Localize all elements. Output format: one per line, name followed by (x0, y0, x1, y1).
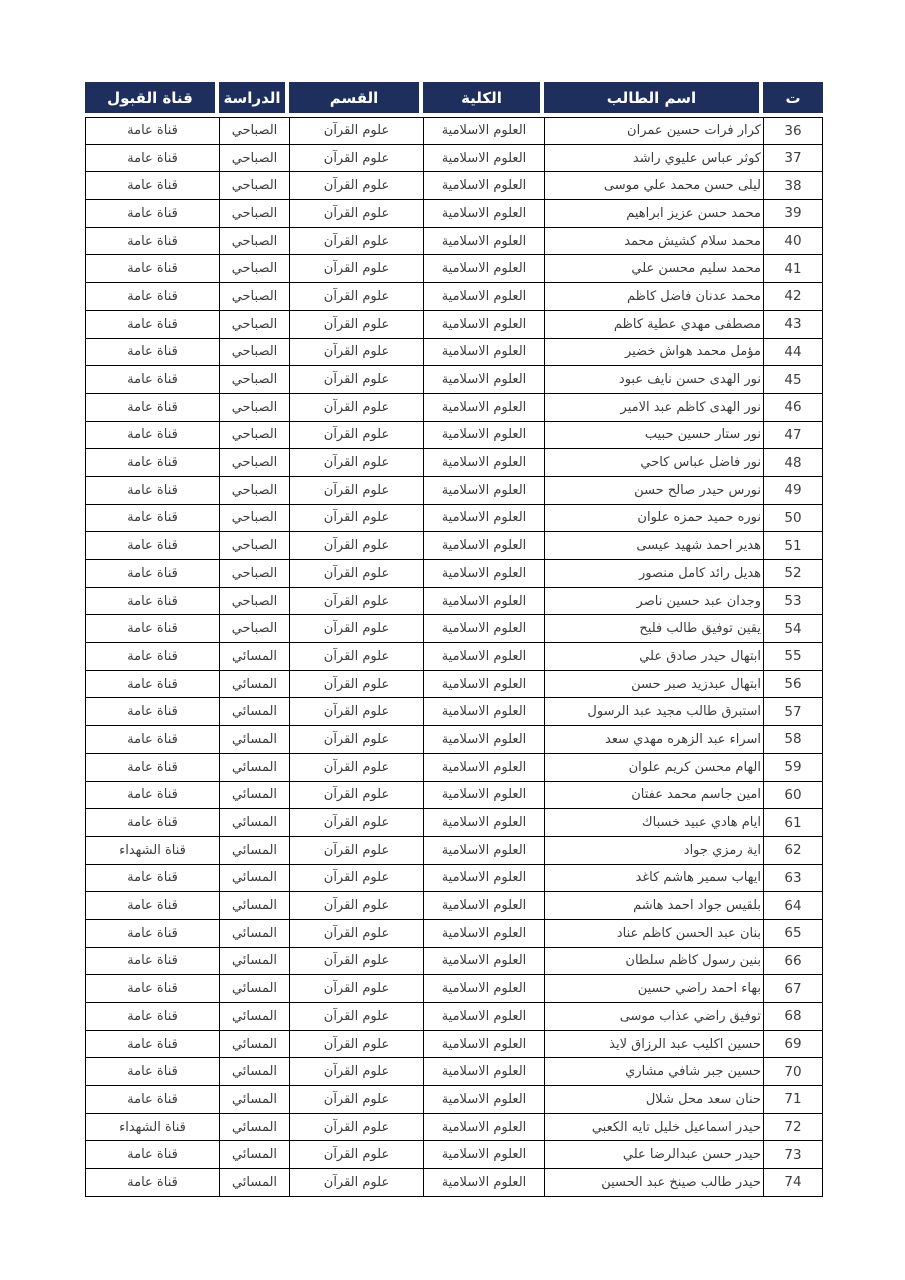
cell-department: علوم القرآن (289, 311, 423, 339)
cell-student-name: ابتهال عبدزيد صبر حسن (544, 671, 763, 699)
cell-college: العلوم الاسلامية (423, 948, 544, 976)
cell-no: 43 (763, 311, 823, 339)
cell-no: 45 (763, 366, 823, 394)
cell-no: 72 (763, 1114, 823, 1142)
cell-college: العلوم الاسلامية (423, 1114, 544, 1142)
cell-admission-channel: قناة عامة (85, 920, 219, 948)
cell-department: علوم القرآن (289, 726, 423, 754)
cell-college: العلوم الاسلامية (423, 588, 544, 616)
cell-study: المسائي (219, 1003, 289, 1031)
cell-department: علوم القرآن (289, 200, 423, 228)
cell-admission-channel: قناة عامة (85, 754, 219, 782)
cell-study: الصباحي (219, 588, 289, 616)
table-row (85, 1058, 823, 1086)
cell-college: العلوم الاسلامية (423, 1086, 544, 1114)
cell-college: العلوم الاسلامية (423, 505, 544, 533)
cell-no: 49 (763, 477, 823, 505)
cell-study: المسائي (219, 726, 289, 754)
cell-study: الصباحي (219, 449, 289, 477)
cell-study: الصباحي (219, 200, 289, 228)
cell-department: علوم القرآن (289, 255, 423, 283)
cell-study: الصباحي (219, 255, 289, 283)
cell-study: المسائي (219, 1169, 289, 1197)
cell-college: العلوم الاسلامية (423, 339, 544, 367)
table-row (85, 283, 823, 311)
cell-department: علوم القرآن (289, 643, 423, 671)
cell-no: 58 (763, 726, 823, 754)
cell-student-name: يقين توفيق طالب فليح (544, 615, 763, 643)
cell-student-name: حسين اكليب عبد الرزاق لايذ (544, 1031, 763, 1059)
cell-admission-channel: قناة عامة (85, 283, 219, 311)
cell-department: علوم القرآن (289, 948, 423, 976)
cell-department: علوم القرآن (289, 117, 423, 145)
cell-college: العلوم الاسلامية (423, 394, 544, 422)
table-row (85, 948, 823, 976)
cell-no: 66 (763, 948, 823, 976)
table-row (85, 145, 823, 173)
cell-no: 74 (763, 1169, 823, 1197)
cell-department: علوم القرآن (289, 1141, 423, 1169)
cell-department: علوم القرآن (289, 339, 423, 367)
cell-admission-channel: قناة عامة (85, 255, 219, 283)
cell-study: الصباحي (219, 505, 289, 533)
table-row (85, 311, 823, 339)
cell-department: علوم القرآن (289, 366, 423, 394)
cell-department: علوم القرآن (289, 228, 423, 256)
table-row (85, 477, 823, 505)
cell-no: 51 (763, 532, 823, 560)
cell-admission-channel: قناة عامة (85, 1003, 219, 1031)
cell-student-name: استبرق طالب مجيد عبد الرسول (544, 698, 763, 726)
cell-college: العلوم الاسلامية (423, 228, 544, 256)
table-row (85, 366, 823, 394)
cell-student-name: ايام هادي عبيد خسباك (544, 809, 763, 837)
cell-department: علوم القرآن (289, 975, 423, 1003)
cell-admission-channel: قناة عامة (85, 366, 219, 394)
cell-study: المسائي (219, 1086, 289, 1114)
cell-student-name: ليلى حسن محمد علي موسى (544, 172, 763, 200)
cell-student-name: هديل رائد كامل منصور (544, 560, 763, 588)
table-row (85, 1114, 823, 1142)
cell-admission-channel: قناة عامة (85, 1031, 219, 1059)
cell-student-name: ايهاب سمير هاشم كاغد (544, 865, 763, 893)
cell-no: 46 (763, 394, 823, 422)
table-row (85, 339, 823, 367)
cell-department: علوم القرآن (289, 782, 423, 810)
cell-study: الصباحي (219, 394, 289, 422)
cell-study: المسائي (219, 865, 289, 893)
cell-study: الصباحي (219, 117, 289, 145)
cell-no: 48 (763, 449, 823, 477)
table-row (85, 643, 823, 671)
cell-college: العلوم الاسلامية (423, 726, 544, 754)
cell-no: 67 (763, 975, 823, 1003)
cell-department: علوم القرآن (289, 588, 423, 616)
cell-college: العلوم الاسلامية (423, 920, 544, 948)
cell-admission-channel: قناة عامة (85, 809, 219, 837)
cell-no: 70 (763, 1058, 823, 1086)
cell-no: 73 (763, 1141, 823, 1169)
table-row (85, 394, 823, 422)
cell-no: 63 (763, 865, 823, 893)
table-row (85, 1031, 823, 1059)
cell-college: العلوم الاسلامية (423, 1141, 544, 1169)
cell-department: علوم القرآن (289, 145, 423, 173)
cell-student-name: هدير احمد شهيد عيسى (544, 532, 763, 560)
cell-college: العلوم الاسلامية (423, 809, 544, 837)
cell-study: الصباحي (219, 311, 289, 339)
cell-no: 41 (763, 255, 823, 283)
cell-no: 69 (763, 1031, 823, 1059)
cell-admission-channel: قناة الشهداء (85, 1114, 219, 1142)
cell-study: المسائي (219, 948, 289, 976)
cell-department: علوم القرآن (289, 449, 423, 477)
cell-college: العلوم الاسلامية (423, 449, 544, 477)
table-row (85, 837, 823, 865)
cell-college: العلوم الاسلامية (423, 172, 544, 200)
table-row (85, 588, 823, 616)
cell-admission-channel: قناة عامة (85, 1141, 219, 1169)
cell-student-name: توفيق راضي عذاب موسى (544, 1003, 763, 1031)
cell-college: العلوم الاسلامية (423, 643, 544, 671)
cell-student-name: محمد عدنان فاضل كاظم (544, 283, 763, 311)
cell-student-name: حيدر اسماعيل خليل تايه الكعبي (544, 1114, 763, 1142)
cell-no: 40 (763, 228, 823, 256)
cell-college: العلوم الاسلامية (423, 145, 544, 173)
cell-study: المسائي (219, 671, 289, 699)
cell-no: 71 (763, 1086, 823, 1114)
table-row (85, 1141, 823, 1169)
cell-study: الصباحي (219, 339, 289, 367)
table-row (85, 422, 823, 450)
cell-college: العلوم الاسلامية (423, 892, 544, 920)
cell-college: العلوم الاسلامية (423, 532, 544, 560)
header-no: ت (763, 82, 823, 117)
cell-student-name: بنان عبد الحسن كاظم عناد (544, 920, 763, 948)
cell-department: علوم القرآن (289, 698, 423, 726)
cell-college: العلوم الاسلامية (423, 698, 544, 726)
cell-student-name: بنين رسول كاظم سلطان (544, 948, 763, 976)
cell-admission-channel: قناة عامة (85, 145, 219, 173)
cell-student-name: حنان سعد محل شلال (544, 1086, 763, 1114)
cell-study: الصباحي (219, 228, 289, 256)
table-row (85, 615, 823, 643)
cell-student-name: امين جاسم محمد عفتان (544, 782, 763, 810)
cell-department: علوم القرآن (289, 1031, 423, 1059)
cell-student-name: مصطفى مهدي عطية كاظم (544, 311, 763, 339)
cell-college: العلوم الاسلامية (423, 117, 544, 145)
cell-college: العلوم الاسلامية (423, 366, 544, 394)
cell-study: المسائي (219, 892, 289, 920)
cell-no: 55 (763, 643, 823, 671)
cell-student-name: مؤمل محمد هواش خضير (544, 339, 763, 367)
cell-department: علوم القرآن (289, 754, 423, 782)
table-row (85, 671, 823, 699)
cell-department: علوم القرآن (289, 1058, 423, 1086)
cell-student-name: الهام محسن كريم علوان (544, 754, 763, 782)
cell-college: العلوم الاسلامية (423, 560, 544, 588)
table-row (85, 532, 823, 560)
cell-admission-channel: قناة عامة (85, 892, 219, 920)
cell-college: العلوم الاسلامية (423, 311, 544, 339)
cell-college: العلوم الاسلامية (423, 1031, 544, 1059)
table-row (85, 726, 823, 754)
cell-admission-channel: قناة عامة (85, 615, 219, 643)
cell-student-name: نور الهدى حسن نايف عبود (544, 366, 763, 394)
cell-student-name: نورس حيدر صالح حسن (544, 477, 763, 505)
cell-study: الصباحي (219, 145, 289, 173)
cell-student-name: كوثر عباس عليوي راشد (544, 145, 763, 173)
cell-college: العلوم الاسلامية (423, 477, 544, 505)
table-row (85, 1003, 823, 1031)
cell-admission-channel: قناة عامة (85, 505, 219, 533)
cell-study: المسائي (219, 698, 289, 726)
cell-student-name: بهاء احمد راضي حسين (544, 975, 763, 1003)
cell-admission-channel: قناة عامة (85, 172, 219, 200)
cell-student-name: ابتهال حيدر صادق علي (544, 643, 763, 671)
cell-no: 42 (763, 283, 823, 311)
cell-study: الصباحي (219, 477, 289, 505)
cell-study: المسائي (219, 975, 289, 1003)
table-row (85, 117, 823, 145)
cell-no: 54 (763, 615, 823, 643)
cell-college: العلوم الاسلامية (423, 671, 544, 699)
cell-admission-channel: قناة عامة (85, 1086, 219, 1114)
cell-no: 38 (763, 172, 823, 200)
table-row (85, 255, 823, 283)
cell-no: 53 (763, 588, 823, 616)
cell-no: 36 (763, 117, 823, 145)
cell-no: 68 (763, 1003, 823, 1031)
header-student-name: اسم الطالب (544, 82, 763, 117)
cell-no: 57 (763, 698, 823, 726)
cell-department: علوم القرآن (289, 1169, 423, 1197)
cell-student-name: حيدر طالب صينخ عبد الحسين (544, 1169, 763, 1197)
table-row (85, 449, 823, 477)
table-row (85, 560, 823, 588)
cell-study: المسائي (219, 643, 289, 671)
cell-student-name: محمد حسن عزيز ابراهيم (544, 200, 763, 228)
cell-study: الصباحي (219, 532, 289, 560)
cell-department: علوم القرآن (289, 615, 423, 643)
cell-no: 62 (763, 837, 823, 865)
cell-student-name: نور فاضل عباس كاحي (544, 449, 763, 477)
table-row (85, 920, 823, 948)
cell-study: المسائي (219, 920, 289, 948)
header-admission-channel: قناة القبول (85, 82, 219, 117)
table-row (85, 505, 823, 533)
table-row (85, 782, 823, 810)
cell-student-name: حيدر حسن عبدالرضا علي (544, 1141, 763, 1169)
table-row (85, 754, 823, 782)
cell-student-name: نوره حميد حمزه علوان (544, 505, 763, 533)
cell-student-name: محمد سليم محسن علي (544, 255, 763, 283)
cell-department: علوم القرآن (289, 865, 423, 893)
cell-admission-channel: قناة عامة (85, 782, 219, 810)
cell-college: العلوم الاسلامية (423, 865, 544, 893)
cell-department: علوم القرآن (289, 560, 423, 588)
cell-admission-channel: قناة عامة (85, 643, 219, 671)
cell-student-name: حسين جبر شافي مشاري (544, 1058, 763, 1086)
cell-department: علوم القرآن (289, 532, 423, 560)
cell-college: العلوم الاسلامية (423, 975, 544, 1003)
cell-no: 39 (763, 200, 823, 228)
cell-admission-channel: قناة عامة (85, 1169, 219, 1197)
cell-student-name: وجدان عبد حسين ناصر (544, 588, 763, 616)
cell-college: العلوم الاسلامية (423, 1058, 544, 1086)
cell-department: علوم القرآن (289, 172, 423, 200)
cell-student-name: بلقيس جواد احمد هاشم (544, 892, 763, 920)
table-row (85, 809, 823, 837)
cell-student-name: اسراء عبد الزهره مهدي سعد (544, 726, 763, 754)
cell-department: علوم القرآن (289, 671, 423, 699)
cell-study: المسائي (219, 754, 289, 782)
cell-admission-channel: قناة عامة (85, 671, 219, 699)
cell-department: علوم القرآن (289, 920, 423, 948)
cell-department: علوم القرآن (289, 892, 423, 920)
cell-no: 59 (763, 754, 823, 782)
cell-college: العلوم الاسلامية (423, 255, 544, 283)
cell-department: علوم القرآن (289, 477, 423, 505)
cell-college: العلوم الاسلامية (423, 615, 544, 643)
table-row (85, 975, 823, 1003)
cell-admission-channel: قناة عامة (85, 948, 219, 976)
cell-study: الصباحي (219, 366, 289, 394)
cell-department: علوم القرآن (289, 837, 423, 865)
cell-college: العلوم الاسلامية (423, 283, 544, 311)
cell-study: الصباحي (219, 283, 289, 311)
header-study: الدراسة (219, 82, 289, 117)
cell-admission-channel: قناة عامة (85, 1058, 219, 1086)
cell-department: علوم القرآن (289, 283, 423, 311)
table-row (85, 1086, 823, 1114)
table-row (85, 865, 823, 893)
cell-department: علوم القرآن (289, 1086, 423, 1114)
cell-admission-channel: قناة عامة (85, 532, 219, 560)
students-table (85, 82, 823, 1197)
table-row (85, 1169, 823, 1197)
cell-study: الصباحي (219, 560, 289, 588)
cell-no: 37 (763, 145, 823, 173)
cell-study: المسائي (219, 782, 289, 810)
cell-no: 47 (763, 422, 823, 450)
cell-no: 44 (763, 339, 823, 367)
cell-student-name: اية رمزي جواد (544, 837, 763, 865)
cell-admission-channel: قناة عامة (85, 200, 219, 228)
cell-admission-channel: قناة عامة (85, 449, 219, 477)
cell-admission-channel: قناة عامة (85, 117, 219, 145)
cell-no: 52 (763, 560, 823, 588)
cell-department: علوم القرآن (289, 1003, 423, 1031)
cell-college: العلوم الاسلامية (423, 754, 544, 782)
cell-college: العلوم الاسلامية (423, 422, 544, 450)
cell-college: العلوم الاسلامية (423, 782, 544, 810)
cell-no: 61 (763, 809, 823, 837)
cell-no: 65 (763, 920, 823, 948)
cell-study: المسائي (219, 1114, 289, 1142)
cell-student-name: محمد سلام كشيش محمد (544, 228, 763, 256)
table-header-row (85, 82, 823, 117)
cell-student-name: كرار فرات حسين عمران (544, 117, 763, 145)
header-department: القسم (289, 82, 423, 117)
table-row (85, 228, 823, 256)
cell-study: المسائي (219, 1058, 289, 1086)
cell-department: علوم القرآن (289, 422, 423, 450)
cell-admission-channel: قناة عامة (85, 311, 219, 339)
table-row (85, 172, 823, 200)
header-college: الكلية (423, 82, 544, 117)
cell-college: العلوم الاسلامية (423, 1003, 544, 1031)
cell-study: المسائي (219, 1031, 289, 1059)
cell-study: الصباحي (219, 615, 289, 643)
cell-no: 50 (763, 505, 823, 533)
cell-study: الصباحي (219, 172, 289, 200)
cell-study: المسائي (219, 809, 289, 837)
cell-college: العلوم الاسلامية (423, 837, 544, 865)
cell-department: علوم القرآن (289, 1114, 423, 1142)
cell-study: الصباحي (219, 422, 289, 450)
cell-no: 56 (763, 671, 823, 699)
cell-admission-channel: قناة عامة (85, 975, 219, 1003)
cell-college: العلوم الاسلامية (423, 1169, 544, 1197)
table-row (85, 698, 823, 726)
cell-no: 60 (763, 782, 823, 810)
cell-student-name: نور ستار حسين حبيب (544, 422, 763, 450)
cell-department: علوم القرآن (289, 394, 423, 422)
cell-college: العلوم الاسلامية (423, 200, 544, 228)
cell-admission-channel: قناة عامة (85, 422, 219, 450)
cell-admission-channel: قناة عامة (85, 560, 219, 588)
cell-admission-channel: قناة عامة (85, 228, 219, 256)
cell-student-name: نور الهدى كاظم عبد الامير (544, 394, 763, 422)
cell-department: علوم القرآن (289, 809, 423, 837)
table-row (85, 200, 823, 228)
cell-admission-channel: قناة عامة (85, 394, 219, 422)
cell-study: المسائي (219, 837, 289, 865)
cell-admission-channel: قناة الشهداء (85, 837, 219, 865)
cell-admission-channel: قناة عامة (85, 698, 219, 726)
cell-admission-channel: قناة عامة (85, 339, 219, 367)
table-row (85, 892, 823, 920)
cell-admission-channel: قناة عامة (85, 477, 219, 505)
cell-department: علوم القرآن (289, 505, 423, 533)
cell-admission-channel: قناة عامة (85, 588, 219, 616)
cell-admission-channel: قناة عامة (85, 726, 219, 754)
cell-admission-channel: قناة عامة (85, 865, 219, 893)
cell-no: 64 (763, 892, 823, 920)
cell-study: المسائي (219, 1141, 289, 1169)
